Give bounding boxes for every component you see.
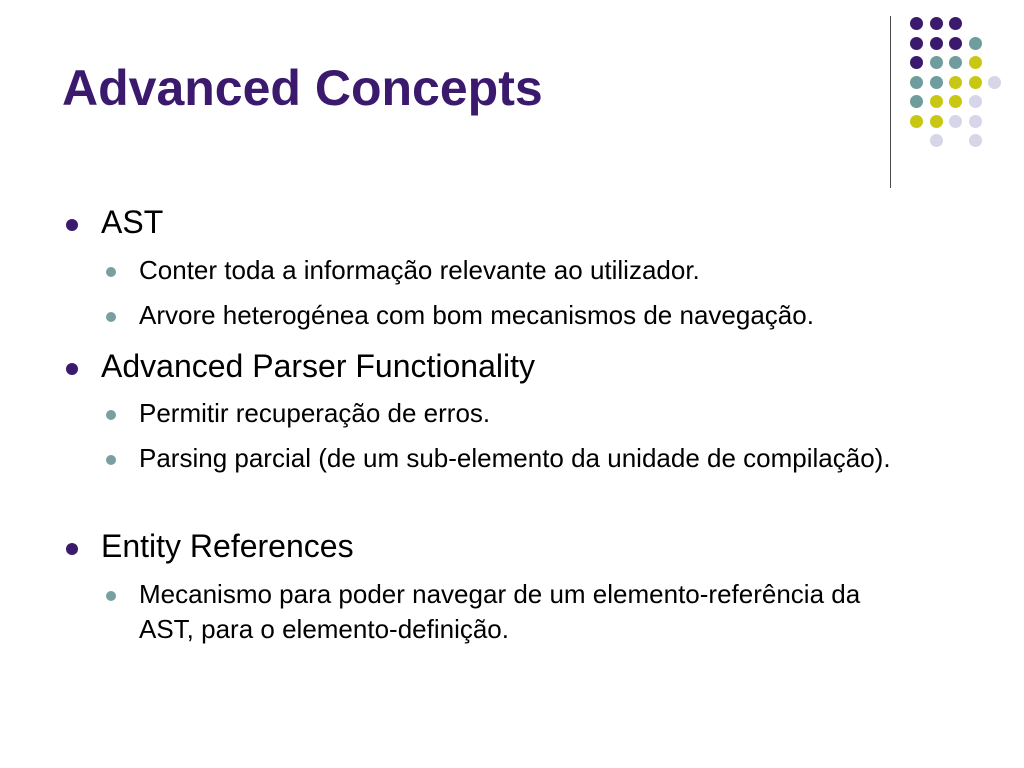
decorative-dot bbox=[969, 37, 982, 50]
sub-bullet-icon bbox=[106, 312, 116, 322]
bullet-text: Entity References bbox=[101, 528, 354, 564]
sub-bullet-icon bbox=[106, 455, 116, 465]
bullet-text: AST bbox=[101, 204, 164, 240]
decorative-dot bbox=[949, 115, 962, 128]
sub-bullet-text: Parsing parcial (de um sub-elemento da unidade de compilação). bbox=[139, 443, 891, 473]
decorative-dot bbox=[988, 76, 1001, 89]
decorative-dot bbox=[949, 37, 962, 50]
decorative-dot bbox=[930, 76, 943, 89]
bullet-item bbox=[101, 527, 354, 565]
decorative-dot bbox=[930, 17, 943, 30]
decorative-dot bbox=[969, 76, 982, 89]
decorative-dot bbox=[969, 134, 982, 147]
sub-bullet-icon bbox=[106, 410, 116, 420]
bullet-icon bbox=[66, 543, 78, 555]
sub-bullet-item bbox=[139, 298, 899, 333]
decorative-dot bbox=[910, 56, 923, 69]
bullet-icon bbox=[66, 219, 78, 231]
sub-bullet-item bbox=[139, 441, 899, 476]
decorative-dot bbox=[949, 17, 962, 30]
decorative-dot bbox=[910, 37, 923, 50]
sub-bullet-text: Conter toda a informação relevante ao utilizador. bbox=[139, 255, 700, 285]
bullet-item bbox=[101, 203, 163, 241]
sub-bullet-item bbox=[139, 396, 899, 431]
decorative-dot bbox=[930, 134, 943, 147]
sub-bullet-text: Permitir recuperação de erros. bbox=[139, 398, 491, 428]
bullet-item bbox=[101, 347, 535, 385]
sub-bullet-item bbox=[139, 253, 899, 288]
decorative-dot bbox=[969, 95, 982, 108]
decorative-dot bbox=[949, 76, 962, 89]
bullet-icon bbox=[66, 363, 78, 375]
decorative-dot bbox=[969, 56, 982, 69]
decorative-dot bbox=[930, 37, 943, 50]
sub-bullet-icon bbox=[106, 267, 116, 277]
sub-bullet-item bbox=[139, 577, 899, 647]
decorative-dot bbox=[949, 95, 962, 108]
sub-bullet-text: Arvore heterogénea com bom mecanismos de navegação. bbox=[139, 300, 814, 330]
bullet-text: Advanced Parser Functionality bbox=[101, 348, 535, 384]
decorative-dot bbox=[910, 115, 923, 128]
title-divider-line bbox=[890, 16, 891, 188]
decorative-dot bbox=[910, 76, 923, 89]
decorative-dot bbox=[910, 17, 923, 30]
decorative-dot bbox=[930, 115, 943, 128]
sub-bullet-icon bbox=[106, 591, 116, 601]
decorative-dot bbox=[910, 95, 923, 108]
decorative-dot bbox=[949, 56, 962, 69]
decorative-dot bbox=[969, 115, 982, 128]
decorative-dot bbox=[930, 95, 943, 108]
slide-title: Advanced Concepts bbox=[62, 60, 543, 116]
sub-bullet-text: Mecanismo para poder navegar de um elemento-referência da AST, para o elemento-definição. bbox=[139, 579, 861, 644]
decorative-dot bbox=[930, 56, 943, 69]
